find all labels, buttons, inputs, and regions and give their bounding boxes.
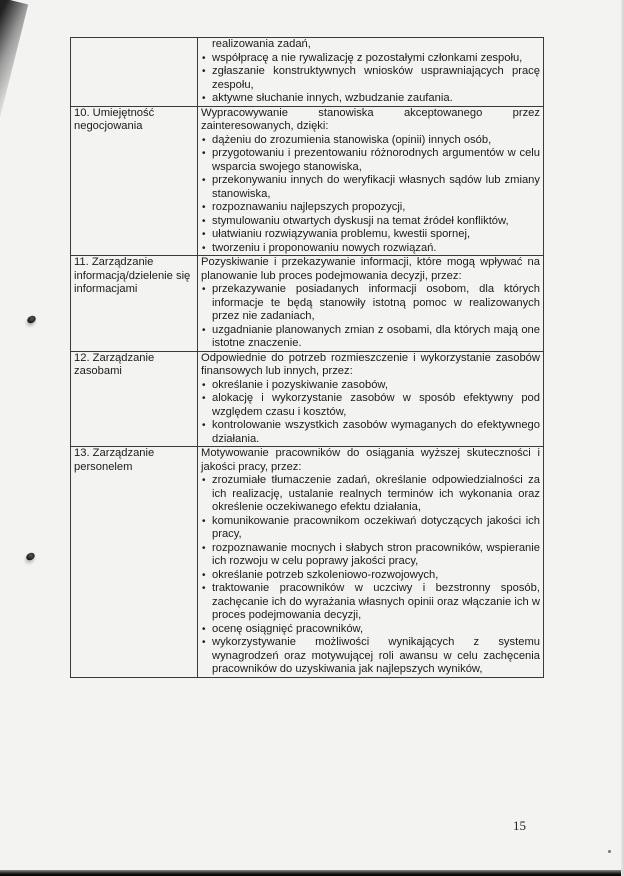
- bullet-text: komunikowanie pracownikom oczekiwań dotyczących jakości ich pracy,: [212, 514, 540, 540]
- competency-name-cell: [71, 106, 198, 256]
- description-intro: Motywowanie pracowników do osiągania wyższej skuteczności i jakości pracy, przez:: [201, 447, 540, 473]
- bullet-icon: •: [202, 515, 206, 527]
- competency-table: [70, 37, 544, 678]
- bullet-text: zrozumiałe tłumaczenie zadań, określanie odpowiedzialności za ich realizację, ustalanie realnych terminów ich wykonania oraz określenie oczekiwanego efektu działania,: [212, 474, 540, 513]
- page-number: 15: [513, 818, 526, 833]
- table-row: [71, 351, 544, 447]
- bullet-icon: •: [202, 637, 206, 648]
- list-item: [201, 542, 540, 569]
- bullet-text: przekazywanie posiadanych informacji osobom, dla których informacje te będą stanowiły istotną pomoc w realizowanych przez nie zadaniach,: [212, 283, 540, 322]
- list-item: [201, 65, 540, 92]
- competency-description-cell: [198, 351, 544, 447]
- list-item: [201, 474, 540, 515]
- competency-table-body: [71, 38, 544, 678]
- bullet-text: przekonywaniu innych do weryfikacji własnych sądów lub zmiany stanowiska,: [212, 174, 540, 200]
- bullet-text: przygotowaniu i prezentowaniu różnorodnych argumentów w celu wsparcia swojego stanowiska,: [212, 147, 540, 173]
- bullet-icon: •: [202, 542, 206, 554]
- list-item: [201, 228, 540, 242]
- competency-name: 11. Zarządzanie informacją/dzielenie się informacjami: [74, 256, 191, 295]
- bullet-icon: •: [202, 242, 206, 254]
- scan-shadow-top-left: [0, 0, 28, 140]
- competency-name: 13. Zarządzanie personelem: [74, 447, 155, 473]
- list-item: [201, 392, 540, 419]
- bullet-icon: •: [202, 134, 206, 146]
- bullet-icon: •: [202, 569, 206, 581]
- bullet-text: rozpoznawaniu najlepszych propozycji,: [212, 201, 406, 213]
- bullet-text: dążeniu do zrozumienia stanowiska (opinii) innych osób,: [212, 133, 492, 146]
- bullet-text: zgłaszanie konstruktywnych wniosków usprawniających pracę zespołu,: [212, 65, 540, 91]
- bullet-icon: •: [202, 284, 206, 295]
- list-item: [201, 379, 540, 393]
- competency-name-cell: [71, 351, 198, 447]
- list-item: [201, 52, 540, 66]
- list-item: [201, 92, 540, 106]
- description-intro: Wypracowywanie stanowiska akceptowanego przez zainteresowanych, dzięki:: [201, 106, 540, 132]
- scan-shadow-bottom: [0, 870, 624, 876]
- list-item: [201, 623, 540, 637]
- table-row: [71, 38, 544, 107]
- table-row: [71, 447, 544, 678]
- list-item: [201, 201, 540, 215]
- bullet-icon: •: [202, 66, 206, 77]
- bullet-text: wykorzystywanie możliwości wynikających z systemu wynagrodzeń oraz motywującej roli awansu w celu zachęcenia pracowników do uzyskiwania jak najlepszych wyników,: [212, 636, 540, 675]
- bullet-text: uzgadnianie planowanych zmian z osobami, dla których mają one istotne znaczenie.: [212, 323, 540, 349]
- bullet-list: [201, 379, 540, 447]
- bullet-list: [201, 474, 540, 677]
- bullet-icon: •: [202, 175, 206, 186]
- bullet-list: [201, 134, 540, 256]
- list-item: [201, 215, 540, 229]
- competency-name-cell: [71, 38, 198, 107]
- list-item: [201, 242, 540, 256]
- list-item: [201, 147, 540, 174]
- competency-description-cell: [198, 256, 544, 352]
- bullet-text: kontrolowanie wszystkich zasobów wymaganych do efektywnego działania.: [212, 419, 540, 445]
- bullet-icon: •: [202, 420, 206, 431]
- bullet-text: traktowanie pracowników w uczciwy i bezstronny sposób, zachęcanie ich do wyrażania własnych opinii oraz włączanie ich w proces podejmowania decyzji,: [212, 582, 540, 621]
- list-item: [201, 283, 540, 324]
- bullet-text: stymulowaniu otwartych dyskusji na temat źródeł konfliktów,: [212, 214, 509, 227]
- bullet-icon: •: [202, 215, 206, 227]
- list-item: [201, 569, 540, 583]
- list-item: [201, 324, 540, 351]
- continued-bullet-text: realizowania zadań,: [212, 38, 311, 50]
- bullet-icon: •: [202, 202, 206, 213]
- competency-description-cell: [198, 38, 544, 107]
- bullet-icon: •: [202, 379, 206, 391]
- list-item: [201, 419, 540, 446]
- bullet-icon: •: [202, 52, 206, 64]
- competency-name-cell: [71, 256, 198, 352]
- competency-description-cell: [198, 447, 544, 678]
- competency-name-cell: [71, 447, 198, 678]
- bullet-text: ułatwianiu rozwiązywania problemu, kwestii spornej,: [212, 228, 471, 240]
- list-item: [201, 174, 540, 201]
- bullet-icon: •: [202, 583, 206, 594]
- bullet-list: [201, 52, 540, 106]
- table-row: [71, 106, 544, 256]
- bullet-icon: •: [202, 393, 206, 404]
- bullet-icon: •: [202, 93, 206, 104]
- bullet-icon: •: [202, 148, 206, 159]
- bullet-text: tworzeniu i proponowaniu nowych rozwiązań.: [212, 241, 437, 254]
- bullet-text: określanie i pozyskiwanie zasobów,: [212, 378, 388, 391]
- bullet-icon: •: [202, 475, 206, 486]
- bullet-text: alokację i wykorzystanie zasobów w sposób efektywny pod względem czasu i kosztów,: [212, 392, 540, 418]
- bullet-text: aktywne słuchanie innych, wzbudzanie zaufania.: [212, 92, 453, 104]
- bullet-text: współpracę a nie rywalizację z pozostałymi członkami zespołu,: [212, 51, 523, 64]
- list-item: [201, 134, 540, 148]
- competency-description-cell: [198, 106, 544, 256]
- punch-hole-lower: [25, 551, 36, 562]
- bullet-text: ocenę osiągnięć pracowników,: [212, 622, 364, 635]
- bullet-list: [201, 283, 540, 351]
- bullet-icon: •: [202, 229, 206, 240]
- bullet-text: określanie potrzeb szkoleniowo-rozwojowych,: [212, 568, 439, 581]
- bullet-icon: •: [202, 623, 206, 635]
- punch-hole-upper: [26, 314, 37, 325]
- list-item: [201, 636, 540, 677]
- list-item: [201, 582, 540, 623]
- table-row: [71, 256, 544, 352]
- bullet-text: rozpoznawanie mocnych i słabych stron pracowników, wspieranie ich rozwoju w celu poprawy jakości pracy,: [212, 541, 540, 567]
- list-item: [201, 515, 540, 542]
- competency-name: 12. Zarządzanie zasobami: [74, 351, 155, 377]
- scan-speck: [608, 850, 611, 853]
- bullet-icon: •: [202, 324, 206, 336]
- competency-name: 10. Umiejętność negocjowania: [74, 106, 155, 132]
- description-intro: Pozyskiwanie i przekazywanie informacji, które mogą wpływać na planowanie lub proces podejmowania decyzji, przez:: [201, 256, 540, 282]
- description-intro: Odpowiednie do potrzeb rozmieszczenie i wykorzystanie zasobów finansowych lub innych, przez:: [201, 351, 540, 377]
